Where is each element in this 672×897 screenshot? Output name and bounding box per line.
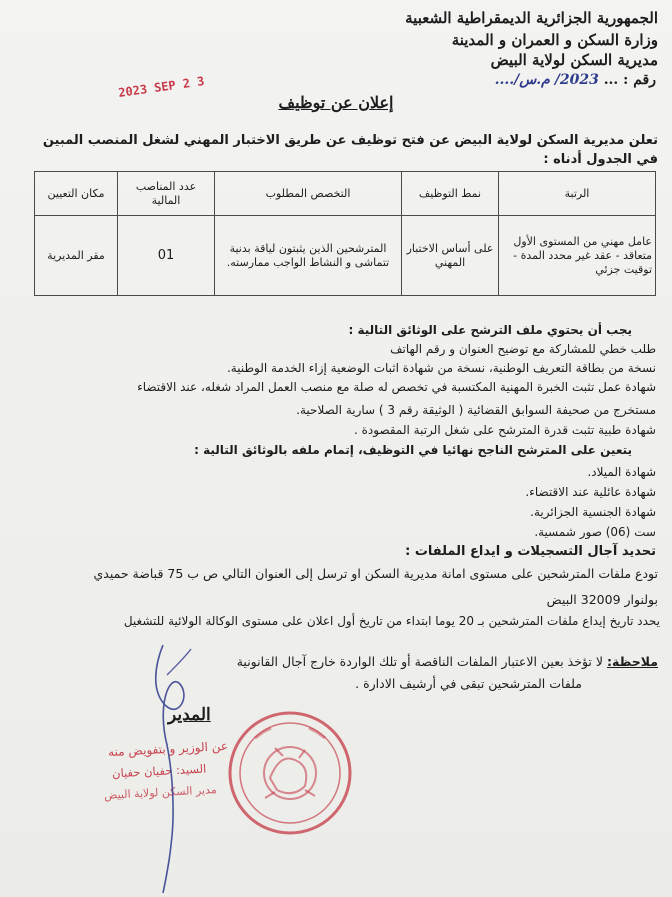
cell-assignment-place: مقر المديرية bbox=[35, 216, 118, 296]
note-label: ملاحظة: bbox=[607, 654, 658, 669]
document-item: مستخرج من صحيفة السوابق القضائية ( الوثيقة رقم 3 ) سارية الصلاحية. bbox=[296, 403, 656, 417]
header-directorate: مديرية السكن لولاية البيض bbox=[490, 51, 658, 69]
position-table bbox=[34, 171, 656, 296]
document-item: شهادة طبية تثبت قدرة المترشح على شغل الرتبة المقصودة . bbox=[353, 423, 656, 437]
table-header-row bbox=[35, 172, 656, 216]
received-date-stamp: 2023 SEP 2 3 bbox=[117, 74, 206, 100]
reference-number bbox=[495, 72, 656, 88]
deposit-line-3: يحدد تاريخ إيداع ملفات المترشحين بـ 20 يوما ابتداء من تاريخ أول اعلان على مستوى الوكالة الولائية للتشغيل bbox=[123, 614, 660, 628]
signatory-delegation: عن الوزير و بتفويض منه bbox=[107, 738, 229, 760]
final-document-item: شهادة الجنسية الجزائرية. bbox=[530, 505, 656, 519]
signatory-title: المدير bbox=[168, 705, 211, 725]
header-recruitment-mode: نمط التوظيف bbox=[402, 172, 499, 216]
page-title: إعلان عن توظيف bbox=[278, 93, 394, 112]
header-positions-count: عدد المناصب المالية bbox=[118, 172, 215, 216]
header-specialty: التخصص المطلوب bbox=[215, 172, 402, 216]
header-ministry: وزارة السكن و العمران و المدينة bbox=[451, 31, 658, 49]
header-assignment-place: مكان التعيين bbox=[35, 172, 118, 216]
official-seal-stamp bbox=[225, 708, 355, 838]
reference-label: رقم : ... bbox=[603, 72, 656, 88]
final-document-item: شهادة عائلية عند الاقتضاء. bbox=[525, 485, 656, 499]
cell-specialty: المترشحين الذين يثبتون لياقة بدنية تتماشى و النشاط الواجب ممارسته. bbox=[215, 216, 402, 296]
final-documents-intro: يتعين على المترشح الناجح نهائيا في التوظيف، إتمام ملفه بالوثائق التالية : bbox=[194, 443, 632, 457]
final-document-item: ست (06) صور شمسية. bbox=[534, 525, 656, 539]
deposit-line-1: تودع ملفات المترشحين على مستوى امانة مديرية السكن او ترسل إلى العنوان التالي ص ب 75 قباضة حميدي bbox=[93, 566, 658, 581]
header-republic: الجمهورية الجزائرية الديمقراطية الشعبية bbox=[405, 9, 658, 27]
table-row bbox=[35, 216, 656, 296]
handwritten-signature bbox=[145, 635, 205, 895]
document-item: نسخة من بطاقة التعريف الوطنية، نسخة من شهادة اثبات الوضعية إزاء الخدمة الوطنية. bbox=[226, 361, 656, 375]
signatory-name: السيد: حفيان حفيان bbox=[111, 761, 207, 781]
cell-recruitment-mode: على أساس الاختبار المهني bbox=[402, 216, 499, 296]
intro-line-2: في الجدول أدناه : bbox=[543, 152, 658, 167]
intro-line-1: تعلن مديرية السكن لولاية البيض عن فتح توظيف عن طريق الاختبار المهني لشغل المنصب المبين bbox=[42, 133, 658, 148]
note-text: لا تؤخذ بعين الاعتبار الملفات الناقصة أو تلك الواردة خارج آجال القانونية bbox=[236, 654, 604, 669]
deposit-line-2: بولنوار 32009 البيض bbox=[546, 592, 658, 607]
note-line-1 bbox=[237, 654, 658, 669]
final-document-item: شهادة الميلاد. bbox=[587, 465, 656, 479]
header-grade: الرتبة bbox=[499, 172, 656, 216]
cell-positions-count: 01 bbox=[118, 216, 215, 296]
note-line-2: ملفات المترشحين تبقى في أرشيف الادارة . bbox=[355, 676, 582, 691]
signatory-role: مدير السكن لولاية البيض bbox=[103, 783, 218, 802]
deadline-title: تحديد آجال التسجيلات و ايداع الملفات : bbox=[405, 544, 656, 559]
cell-grade: عامل مهني من المستوى الأول متعاقد - عقد غير محدد المدة - توقيت جزئي bbox=[499, 216, 656, 296]
documents-intro: يجب أن يحتوي ملف الترشح على الوثائق التالية : bbox=[348, 323, 632, 337]
document-item: شهادة عمل تثبت الخبرة المهنية المكتسبة في تخصص له صلة مع منصب العمل المراد شغله، عند الاقتضاء bbox=[137, 380, 656, 394]
reference-value: 2023/ م.س/.... bbox=[494, 72, 599, 88]
document-item: طلب خطي للمشاركة مع توضيح العنوان و رقم الهاتف bbox=[390, 342, 656, 356]
